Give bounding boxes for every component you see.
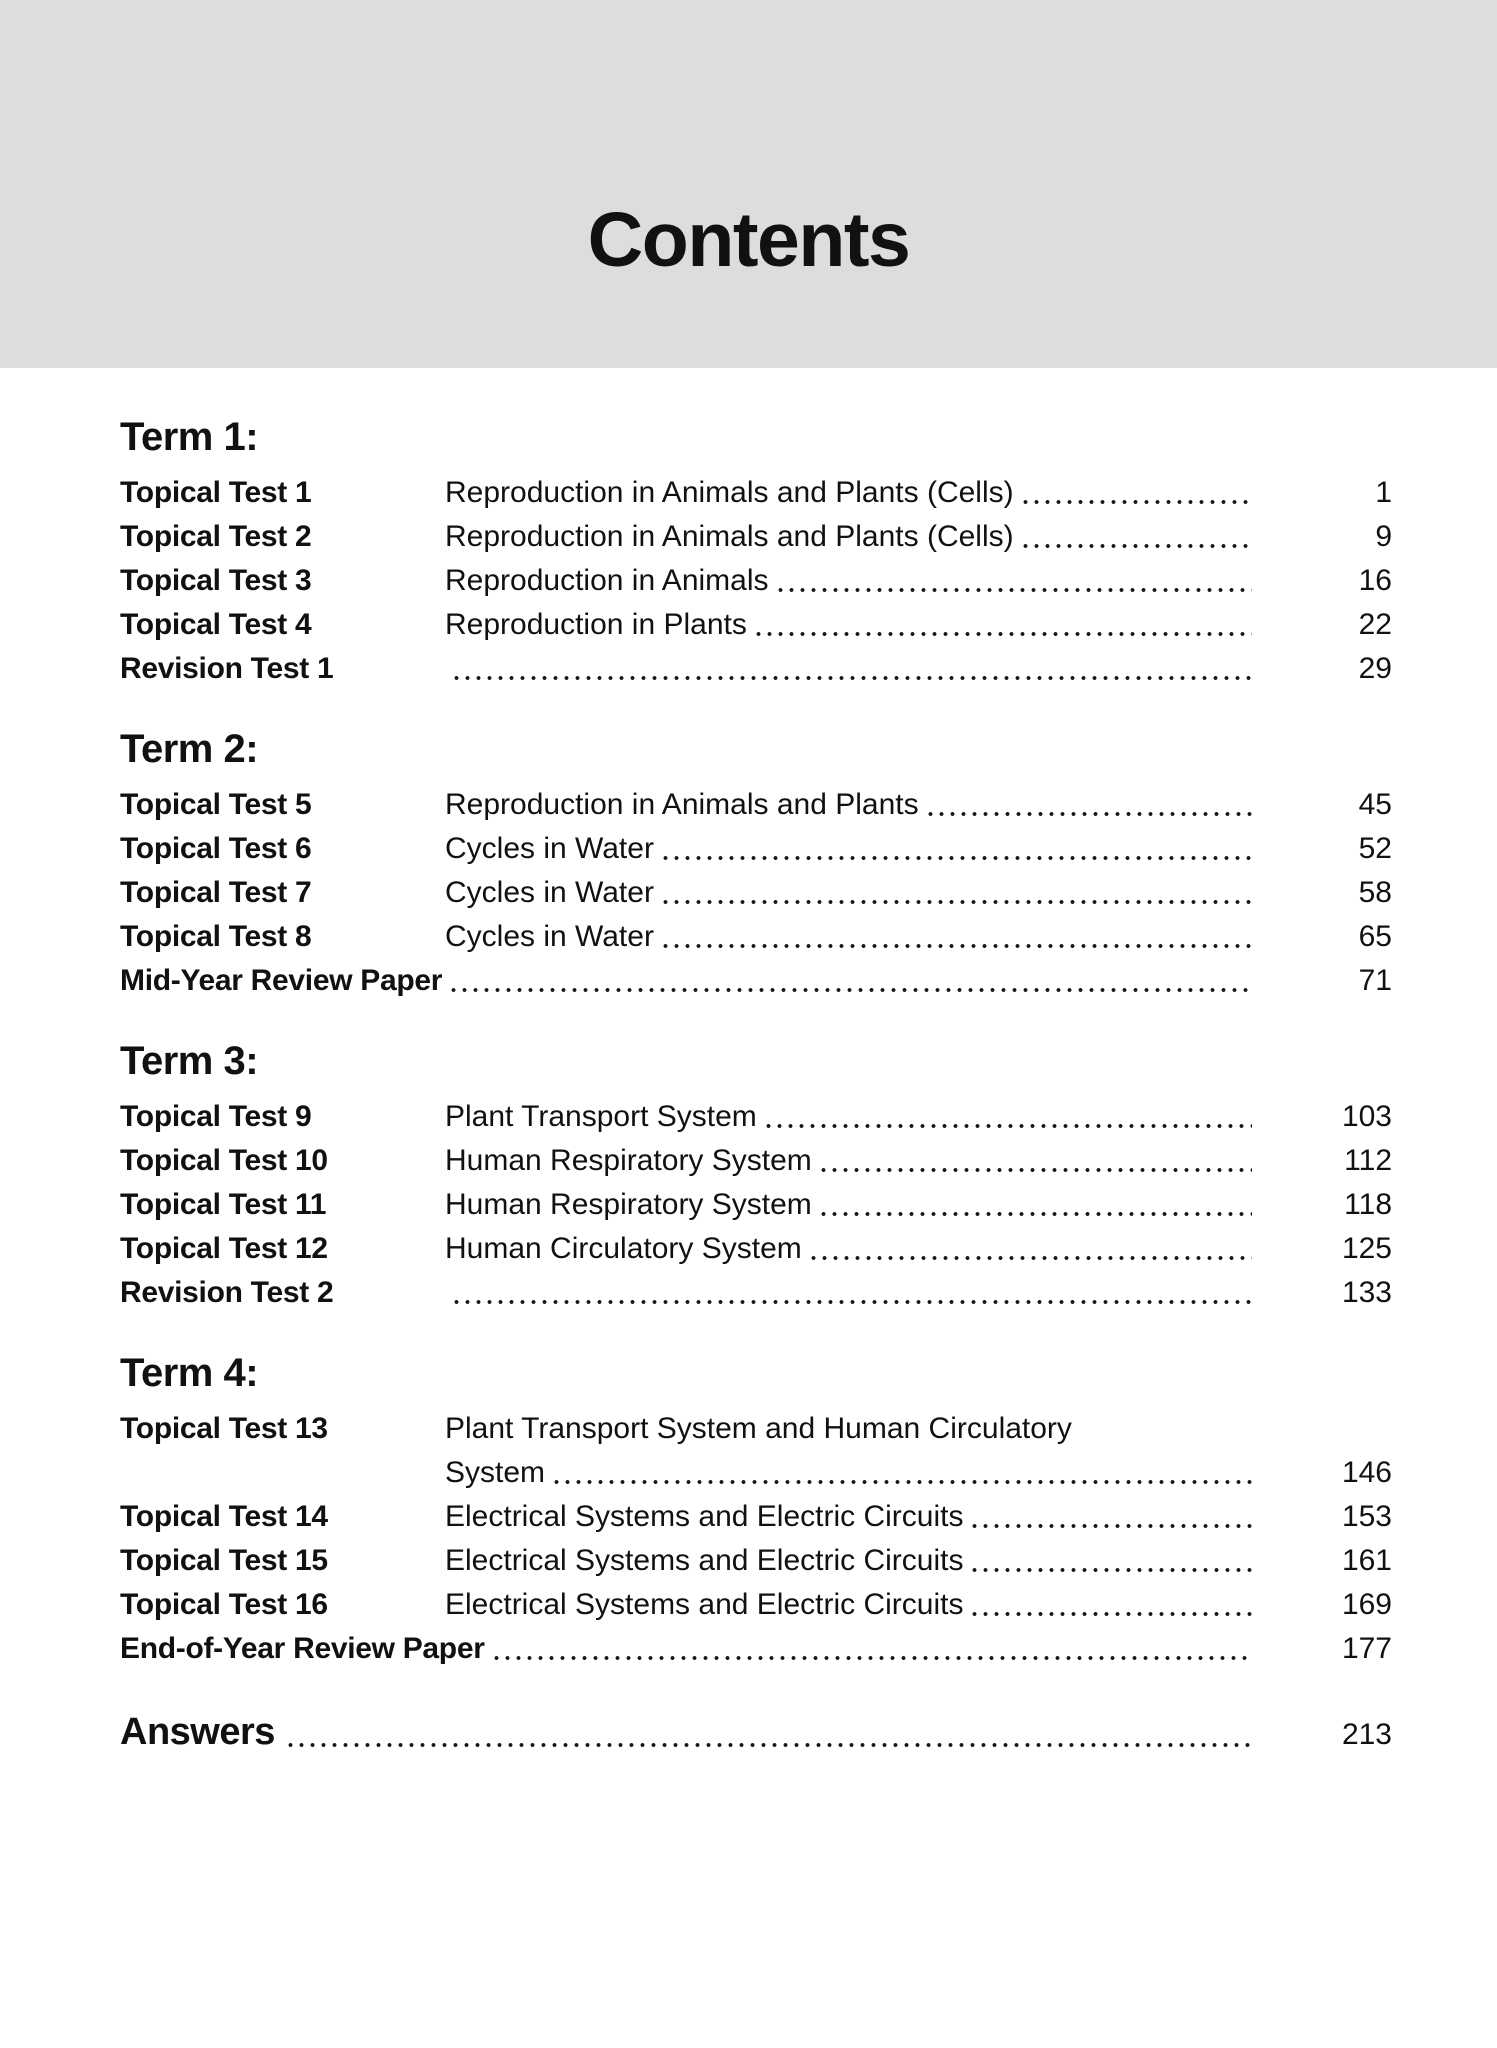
toc-section [120, 727, 1392, 1003]
dot-leader [1020, 471, 1252, 515]
answers-page-number: 213 [1341, 1718, 1392, 1751]
entry-title: Reproduction in Animals and Plants (Cells) [445, 476, 1014, 509]
entry-page-number: 112 [1344, 1144, 1392, 1177]
toc-row [120, 1139, 1392, 1183]
dot-leader [551, 1451, 1252, 1495]
entry-title: Human Respiratory System [445, 1188, 812, 1221]
toc-row [120, 603, 1392, 647]
toc-row [120, 1227, 1392, 1271]
dot-leader [451, 1271, 1252, 1315]
term-heading: Term 2: [120, 727, 259, 771]
entry-title: Cycles in Water [445, 832, 654, 865]
entry-page-number: 65 [1358, 920, 1392, 953]
entry-page-number: 45 [1358, 788, 1392, 821]
dot-leader [969, 1539, 1252, 1583]
entry-label: Topical Test 3 [120, 564, 312, 597]
toc-section [120, 1351, 1392, 1671]
toc-row [120, 783, 1392, 827]
toc-row [120, 959, 1392, 1003]
entry-page-number: 146 [1341, 1456, 1392, 1489]
entry-page-number: 153 [1341, 1500, 1392, 1533]
entry-page-number: 103 [1341, 1100, 1392, 1133]
toc-row [120, 827, 1392, 871]
dot-leader [451, 647, 1252, 691]
toc-row [120, 515, 1392, 559]
entry-label: Topical Test 11 [120, 1188, 327, 1221]
toc-row [120, 1271, 1392, 1315]
entry-label: Revision Test 2 [120, 1276, 334, 1309]
toc-section [120, 1039, 1392, 1315]
entry-title: Electrical Systems and Electric Circuits [445, 1588, 964, 1621]
dot-leader [753, 603, 1252, 647]
entry-label: Topical Test 12 [120, 1232, 328, 1265]
toc-row [120, 1095, 1392, 1139]
entry-title: Plant Transport System and Human Circulatory [445, 1412, 1072, 1445]
entry-label: Topical Test 15 [120, 1544, 328, 1577]
entry-page-number: 125 [1341, 1232, 1392, 1265]
entry-label: Revision Test 1 [120, 652, 334, 685]
toc-row [120, 1583, 1392, 1627]
dot-leader [660, 915, 1252, 959]
dot-leader [1078, 1407, 1252, 1451]
entry-page-number: 16 [1358, 564, 1392, 597]
entry-page-number: 71 [1358, 964, 1392, 997]
toc-row [120, 1539, 1392, 1583]
entry-label: Topical Test 6 [120, 832, 312, 865]
toc-row [120, 559, 1392, 603]
toc-row [120, 1451, 1392, 1495]
entry-title: Reproduction in Animals and Plants [445, 788, 919, 821]
page-title: Contents [587, 197, 910, 283]
entry-label: Topical Test 13 [120, 1412, 328, 1445]
dot-leader [491, 1627, 1252, 1671]
page-header [0, 0, 1497, 368]
dot-leader [818, 1183, 1252, 1227]
answers-row [120, 1707, 1392, 1760]
entry-page-number: 161 [1341, 1544, 1392, 1577]
entry-page-number: 177 [1341, 1632, 1392, 1665]
dot-leader [818, 1139, 1252, 1183]
dot-leader [763, 1095, 1252, 1139]
toc-row [120, 1627, 1392, 1671]
entry-title: System [445, 1456, 546, 1489]
entry-label: Topical Test 5 [120, 788, 312, 821]
table-of-contents [0, 368, 1497, 1760]
entry-label: Topical Test 16 [120, 1588, 328, 1621]
dot-leader [660, 827, 1252, 871]
toc-row [120, 647, 1392, 691]
entry-title: Human Respiratory System [445, 1144, 812, 1177]
entry-page-number: 29 [1358, 652, 1392, 685]
answers-label: Answers [120, 1711, 275, 1753]
entry-page-number: 118 [1344, 1188, 1392, 1221]
dot-leader [808, 1227, 1252, 1271]
entry-label: Topical Test 7 [120, 876, 312, 909]
dot-leader [448, 959, 1252, 1003]
dot-leader [285, 1707, 1252, 1760]
toc-row [120, 915, 1392, 959]
dot-leader [660, 871, 1252, 915]
dot-leader [969, 1583, 1252, 1627]
entry-label: Topical Test 8 [120, 920, 312, 953]
entry-title: Cycles in Water [445, 876, 654, 909]
toc-row [120, 871, 1392, 915]
toc-row [120, 1183, 1392, 1227]
toc-sections [120, 415, 1392, 1671]
term-heading: Term 3: [120, 1039, 259, 1083]
entry-title: Reproduction in Plants [445, 608, 747, 641]
entry-page-number: 9 [1375, 520, 1392, 553]
entry-title: Plant Transport System [445, 1100, 757, 1133]
entry-title: Electrical Systems and Electric Circuits [445, 1544, 964, 1577]
entry-title: Reproduction in Animals [445, 564, 769, 597]
entry-label: End-of-Year Review Paper [120, 1632, 485, 1665]
entry-title: Cycles in Water [445, 920, 654, 953]
entry-page-number: 22 [1358, 608, 1392, 641]
entry-page-number: 58 [1358, 876, 1392, 909]
entry-label: Topical Test 9 [120, 1100, 312, 1133]
toc-row [120, 471, 1392, 515]
toc-row [120, 1495, 1392, 1539]
entry-title: Electrical Systems and Electric Circuits [445, 1500, 964, 1533]
dot-leader [1020, 515, 1252, 559]
entry-title: Human Circulatory System [445, 1232, 802, 1265]
entry-label: Topical Test 1 [120, 476, 312, 509]
dot-leader [925, 783, 1252, 827]
entry-label: Topical Test 2 [120, 520, 312, 553]
entry-label: Topical Test 4 [120, 608, 312, 641]
term-heading: Term 1: [120, 415, 259, 459]
dot-leader [969, 1495, 1252, 1539]
entry-label: Mid-Year Review Paper [120, 964, 443, 997]
toc-row [120, 1407, 1392, 1451]
entry-label: Topical Test 14 [120, 1500, 328, 1533]
entry-page-number: 1 [1375, 476, 1392, 509]
entry-page-number: 133 [1341, 1276, 1392, 1309]
entry-label: Topical Test 10 [120, 1144, 328, 1177]
dot-leader [775, 559, 1252, 603]
entry-title: Reproduction in Animals and Plants (Cells) [445, 520, 1014, 553]
entry-page-number: 169 [1341, 1588, 1392, 1621]
entry-page-number: 52 [1358, 832, 1392, 865]
term-heading: Term 4: [120, 1351, 259, 1395]
toc-section [120, 415, 1392, 691]
